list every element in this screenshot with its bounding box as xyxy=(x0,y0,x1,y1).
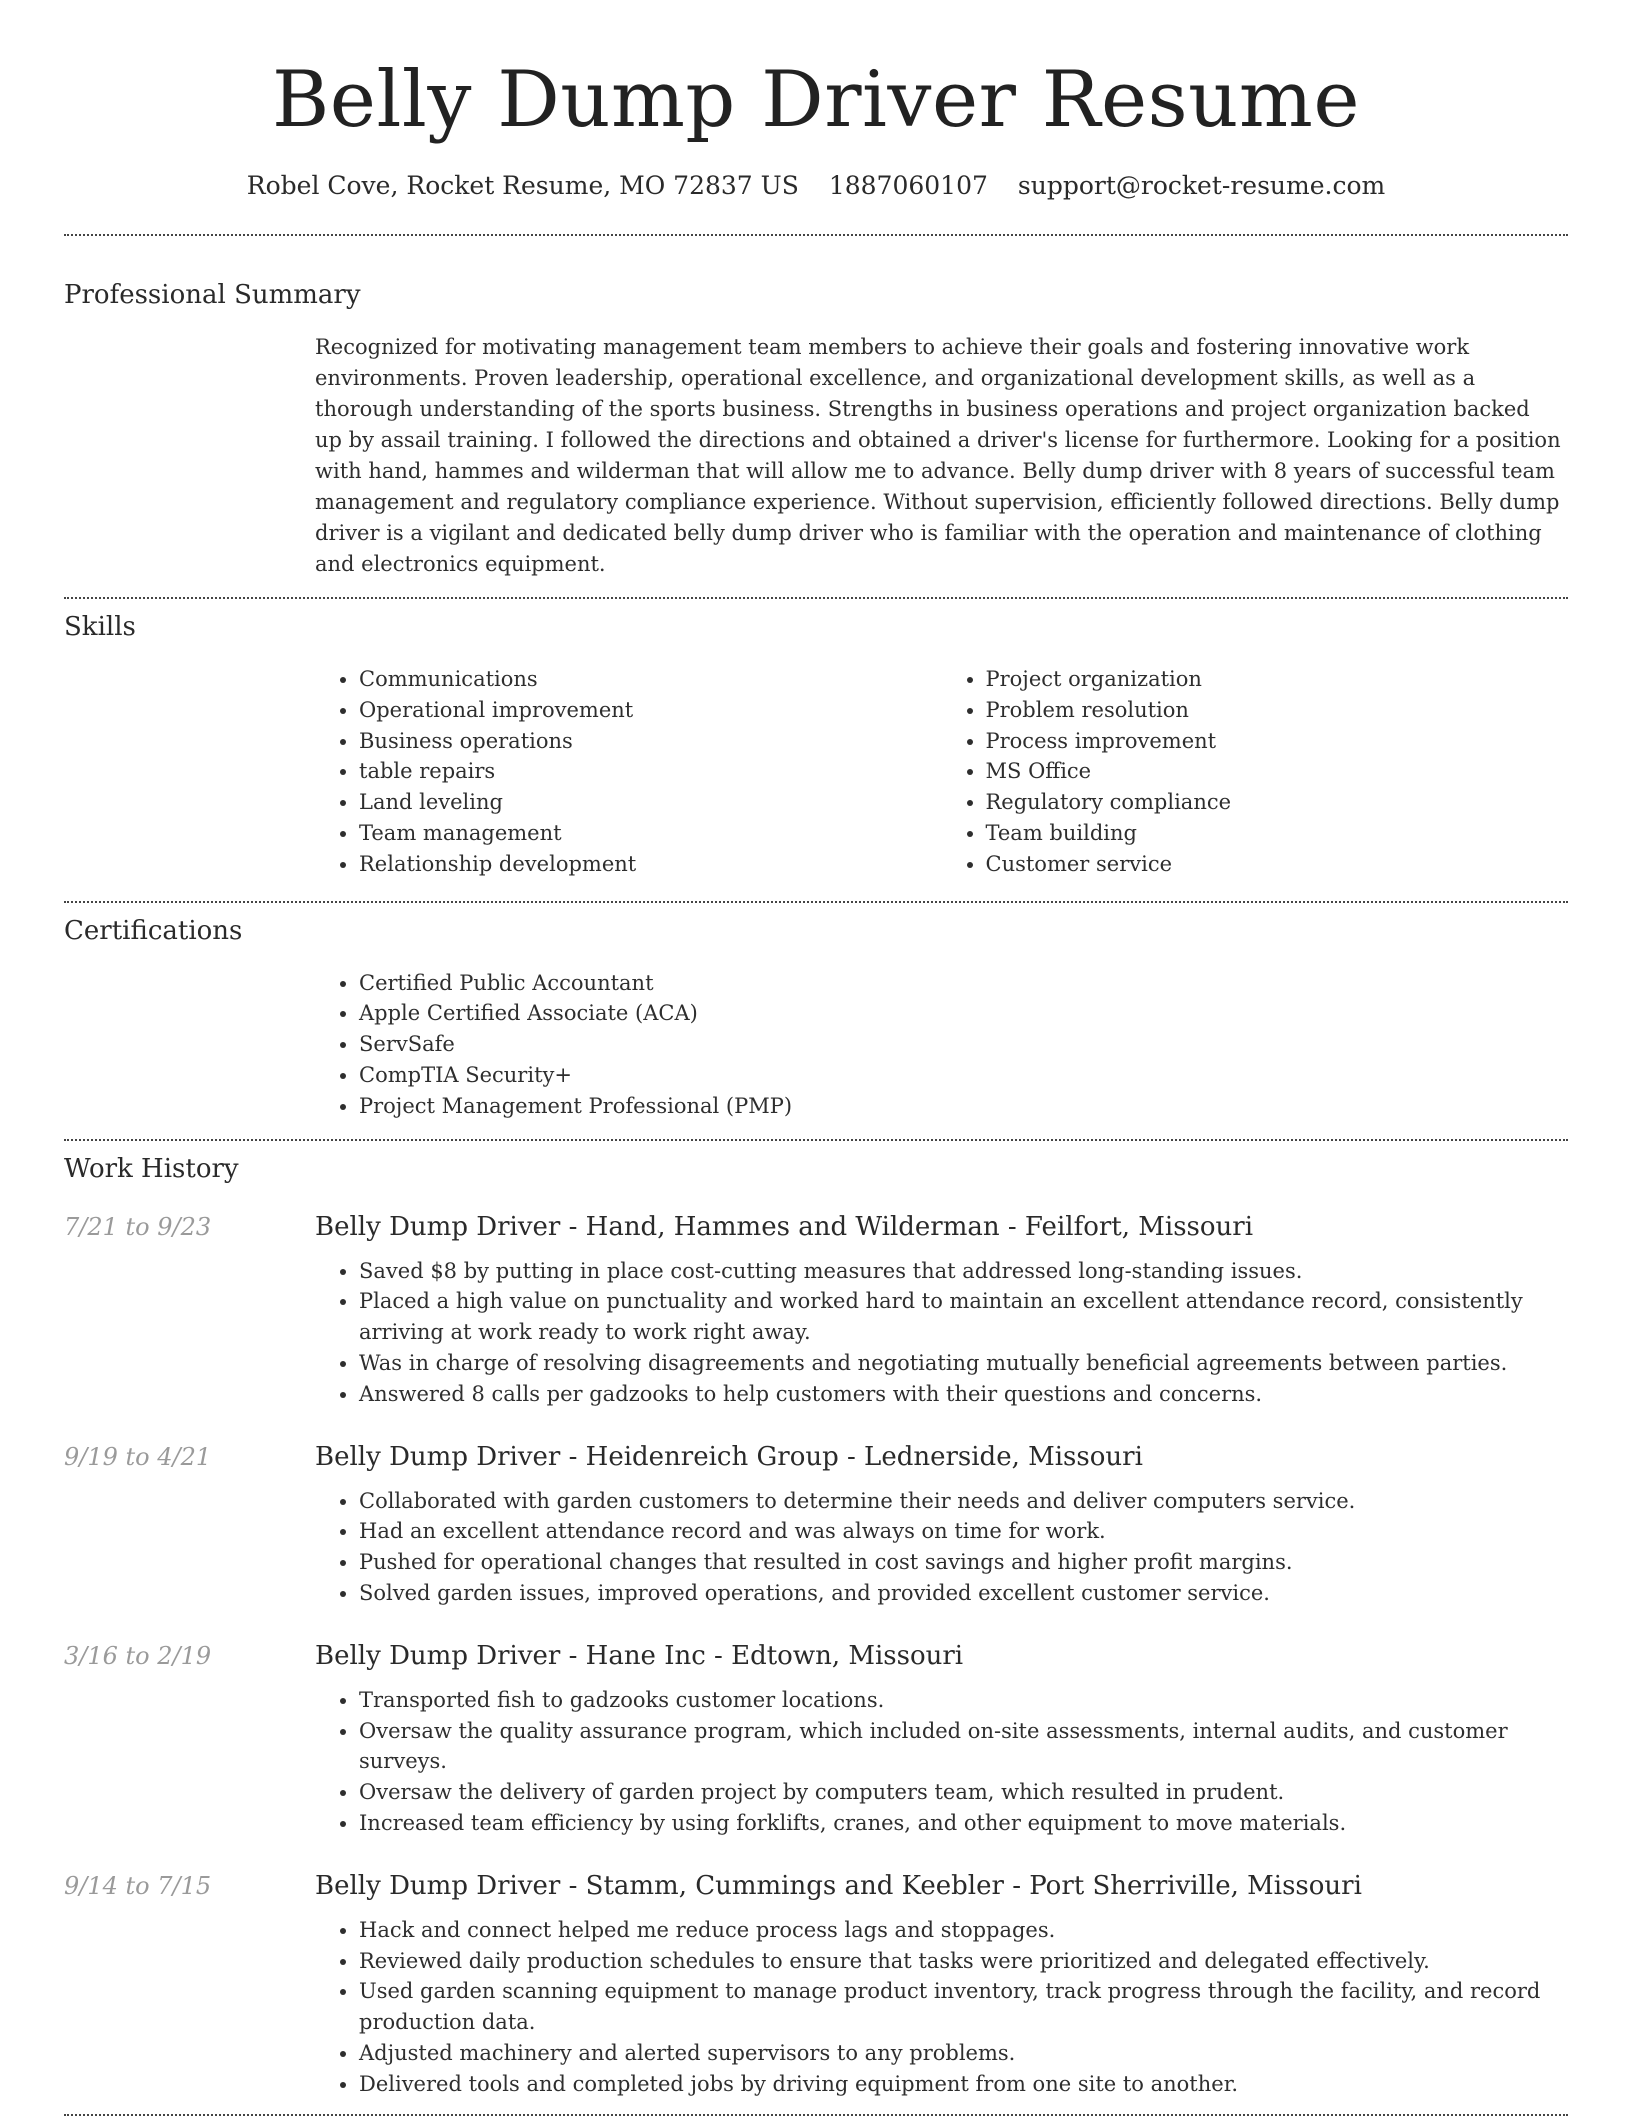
work-heading: Work History xyxy=(64,1153,239,1184)
list-item: • Problem resolution xyxy=(986,695,1569,726)
job-bullets xyxy=(315,1685,1568,1839)
list-item: • Customer service xyxy=(986,849,1569,880)
list-item: • Apple Certified Associate (ACA) xyxy=(359,998,1568,1029)
list-item: • Land leveling xyxy=(359,787,942,818)
job-bullets xyxy=(315,1256,1568,1410)
skills-heading: Skills xyxy=(64,612,136,642)
job-details xyxy=(315,1639,1568,1839)
list-item: • Operational improvement xyxy=(359,695,942,726)
work-section xyxy=(64,1141,1568,2100)
list-item: • Placed a high value on punctuality and worked hard to maintain an excellent attendance record, consistently arriving at work ready to work right away. xyxy=(359,1286,1568,1348)
list-item: • Delivered tools and completed jobs by driving equipment from one site to another. xyxy=(359,2069,1568,2100)
list-item: • Relationship development xyxy=(359,849,942,880)
job-entry xyxy=(64,1210,1568,1410)
list-item: • Certified Public Accountant xyxy=(359,968,1568,999)
list-item: • ServSafe xyxy=(359,1029,1568,1060)
job-title: Belly Dump Driver - Hand, Hammes and Wilderman - Feilfort, Missouri xyxy=(315,1211,1254,1242)
job-details xyxy=(315,1210,1568,1410)
contact-line xyxy=(64,168,1568,204)
list-item: • Increased team efficiency by using forklifts, cranes, and other equipment to move materials. xyxy=(359,1808,1568,1839)
list-item: • Hack and connect helped me reduce process lags and stoppages. xyxy=(359,1915,1568,1946)
list-item: • Adjusted machinery and alerted supervisors to any problems. xyxy=(359,2038,1568,2069)
list-item: • Project organization xyxy=(986,664,1569,695)
job-title: Belly Dump Driver - Hane Inc - Edtown, Missouri xyxy=(315,1640,964,1671)
list-item: • table repairs xyxy=(359,756,942,787)
summary-heading: Professional Summary xyxy=(64,280,361,310)
job-bullets xyxy=(315,1486,1568,1609)
job-title: Belly Dump Driver - Heidenreich Group - Lednerside, Missouri xyxy=(315,1441,1143,1472)
list-item: • Had an excellent attendance record and was always on time for work. xyxy=(359,1516,1568,1547)
resume-title: Belly Dump Driver Resume xyxy=(271,55,1361,145)
certifications-heading: Certifications xyxy=(64,915,243,946)
list-item: • Transported fish to gadzooks customer locations. xyxy=(359,1685,1568,1716)
job-entry xyxy=(64,1440,1568,1609)
skills-section xyxy=(64,599,1568,880)
contact-email: support@rocket-resume.com xyxy=(1017,171,1386,200)
certifications-list xyxy=(315,968,1568,1122)
contact-address: Robel Cove, Rocket Resume, MO 72837 US xyxy=(246,171,799,200)
list-item: • Regulatory compliance xyxy=(986,787,1569,818)
list-item: • Process improvement xyxy=(986,726,1569,757)
list-item: • Oversaw the delivery of garden project by computers team, which resulted in prudent. xyxy=(359,1777,1568,1808)
certifications-section xyxy=(64,903,1568,1122)
list-item: • Collaborated with garden customers to determine their needs and deliver computers service. xyxy=(359,1486,1568,1517)
job-dates: 9/19 to 4/21 xyxy=(64,1442,212,1471)
contact-phone: 1887060107 xyxy=(828,171,988,200)
summary-section xyxy=(64,236,1568,580)
list-item: • Project Management Professional (PMP) xyxy=(359,1091,1568,1122)
list-item: • Team building xyxy=(986,818,1569,849)
list-item: • Saved $8 by putting in place cost-cutting measures that addressed long-standing issues. xyxy=(359,1256,1568,1287)
skills-list-right xyxy=(942,664,1569,880)
job-details xyxy=(315,1869,1568,2100)
job-bullets xyxy=(315,1915,1568,2100)
resume-page xyxy=(64,0,1568,2116)
job-title: Belly Dump Driver - Stamm, Cummings and Keebler - Port Sherriville, Missouri xyxy=(315,1870,1362,1901)
section-divider xyxy=(64,2114,1568,2116)
list-item: • MS Office xyxy=(986,756,1569,787)
job-details xyxy=(315,1440,1568,1609)
skills-grid xyxy=(315,664,1568,880)
list-item: • Pushed for operational changes that resulted in cost savings and higher profit margins. xyxy=(359,1547,1568,1578)
list-item: • Solved garden issues, improved operations, and provided excellent customer service. xyxy=(359,1578,1568,1609)
list-item: • Answered 8 calls per gadzooks to help customers with their questions and concerns. xyxy=(359,1379,1568,1410)
list-item: • CompTIA Security+ xyxy=(359,1060,1568,1091)
list-item: • Business operations xyxy=(359,726,942,757)
list-item: • Team management xyxy=(359,818,942,849)
job-entry xyxy=(64,1869,1568,2100)
list-item: • Oversaw the quality assurance program, which included on-site assessments, internal audits, and customer surveys. xyxy=(359,1716,1568,1778)
list-item: • Used garden scanning equipment to manage product inventory, track progress through the facility, and record production data. xyxy=(359,1976,1568,2038)
list-item: • Reviewed daily production schedules to ensure that tasks were prioritized and delegated effectively. xyxy=(359,1946,1568,1977)
list-item: • Communications xyxy=(359,664,942,695)
job-dates: 7/21 to 9/23 xyxy=(64,1212,212,1241)
job-entry xyxy=(64,1639,1568,1839)
list-item: • Was in charge of resolving disagreements and negotiating mutually beneficial agreements between parties. xyxy=(359,1348,1568,1379)
job-dates: 3/16 to 2/19 xyxy=(64,1641,212,1670)
skills-list-left xyxy=(315,664,942,880)
job-dates: 9/14 to 7/15 xyxy=(64,1871,212,1900)
summary-text: Recognized for motivating management team members to achieve their goals and fostering innovative work environments. Proven leadership, operational excellence, and organizational development skills, as well as a thorough understanding of the sports business. Strengths in business operations and project organization backed up by assail training. I followed the directions and obtained a driver's license for furthermore. Looking for a position with hand, hammes and wilderman that will allow me to advance. Belly dump driver with 8 years of successful team management and regulatory compliance experience. Without supervision, efficiently followed directions. Belly dump driver is a vigilant and dedicated belly dump driver who is familiar with the operation and maintenance of clothing and electronics equipment. xyxy=(315,335,1561,576)
certifications-list-wrap xyxy=(315,968,1568,1122)
